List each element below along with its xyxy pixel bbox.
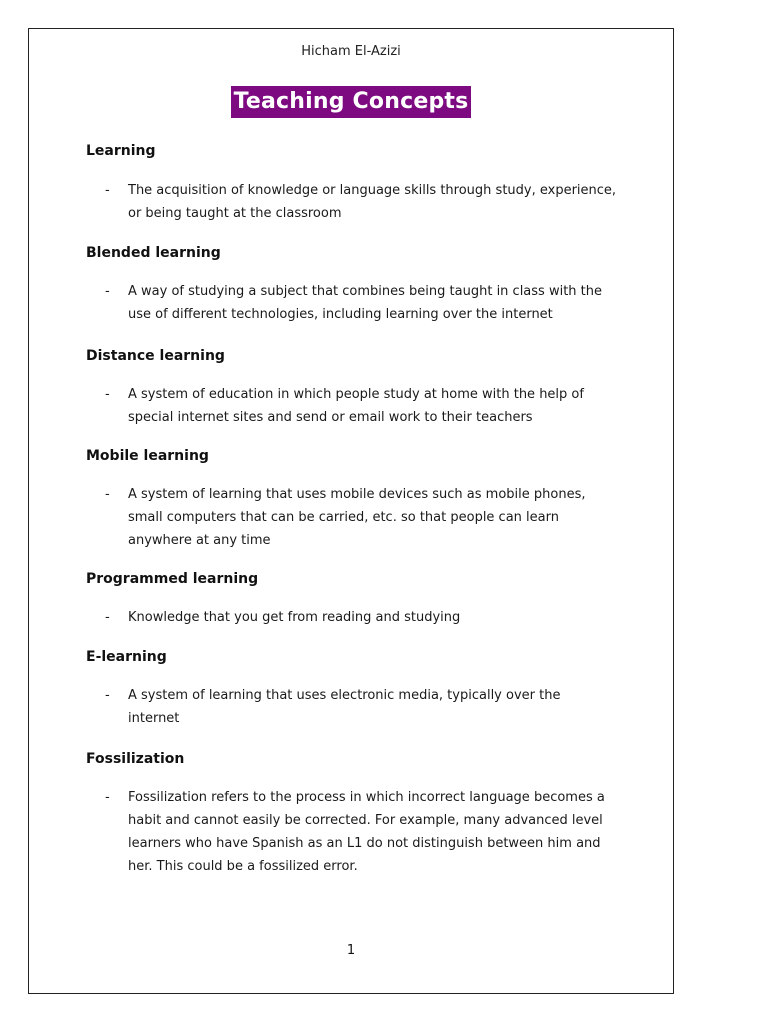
section-heading: Mobile learning <box>86 448 209 464</box>
section-distance-learning <box>86 347 646 429</box>
definition-line: special internet sites and send or email work to their teachers <box>128 410 533 425</box>
section-blended-learning <box>86 244 646 326</box>
bullet-dash: - <box>105 790 110 805</box>
definition-line: A system of learning that uses mobile devices such as mobile phones, <box>128 487 586 502</box>
definition-line: Fossilization refers to the process in which incorrect language becomes a <box>128 790 605 805</box>
definition-line: small computers that can be carried, etc. so that people can learn <box>128 510 559 525</box>
definition-entry <box>86 383 646 429</box>
section-heading: E-learning <box>86 649 167 665</box>
definition-line: A system of learning that uses electronic media, typically over the <box>128 688 561 703</box>
section-heading: Learning <box>86 143 156 159</box>
definition-line: internet <box>128 711 180 726</box>
definition-line: her. This could be a fossilized error. <box>128 859 358 874</box>
definition-line: habit and cannot easily be corrected. For example, many advanced level <box>128 813 603 828</box>
definition-line: A way of studying a subject that combines being taught in class with the <box>128 284 602 299</box>
bullet-dash: - <box>105 183 110 198</box>
author-name: Hicham El-Azizi <box>301 44 401 59</box>
document-page <box>28 28 674 994</box>
section-e-learning <box>86 648 646 730</box>
page-title: Teaching Concepts <box>231 86 472 118</box>
bullet-dash: - <box>105 487 110 502</box>
bullet-dash: - <box>105 688 110 703</box>
definition-line: use of different technologies, including learning over the internet <box>128 307 553 322</box>
definition-entry <box>86 280 646 326</box>
section-learning <box>86 142 646 225</box>
definitions-list <box>86 142 646 878</box>
title-container <box>29 86 673 118</box>
section-heading: Distance learning <box>86 348 225 364</box>
section-fossilization <box>86 750 646 878</box>
section-mobile-learning <box>86 447 646 552</box>
definition-entry <box>86 786 646 878</box>
definition-entry <box>86 483 646 552</box>
definition-line: A system of education in which people study at home with the help of <box>128 387 584 402</box>
page-number: 1 <box>346 943 356 958</box>
section-heading: Fossilization <box>86 751 185 767</box>
section-heading: Programmed learning <box>86 571 259 587</box>
definition-entry <box>86 684 646 730</box>
section-heading: Blended learning <box>86 245 221 261</box>
definition-entry <box>86 179 646 225</box>
definition-line: The acquisition of knowledge or language skills through study, experience, <box>128 183 617 198</box>
bullet-dash: - <box>105 284 110 299</box>
definition-entry <box>86 606 646 629</box>
bullet-dash: - <box>105 387 110 402</box>
definition-line: anywhere at any time <box>128 533 271 548</box>
bullet-dash: - <box>105 610 110 625</box>
definition-line: learners who have Spanish as an L1 do not distinguish between him and <box>128 836 601 851</box>
definition-line: or being taught at the classroom <box>128 206 342 221</box>
section-programmed-learning <box>86 570 646 629</box>
definition-line: Knowledge that you get from reading and studying <box>128 610 461 625</box>
